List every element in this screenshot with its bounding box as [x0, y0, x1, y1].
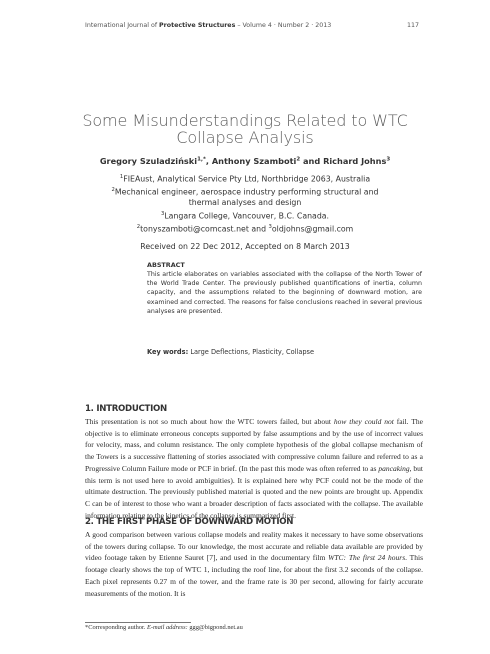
section-heading-introduction: 1. INTRODUCTION: [85, 404, 167, 414]
affil-text: Mechanical engineer, aerospace industry performing structural and: [114, 187, 379, 197]
footnote-text: *Corresponding author.: [85, 624, 147, 631]
journal-citation: [85, 22, 331, 29]
journal-name-prefix: International Journal of: [85, 22, 160, 29]
email-text: tonyszamboti@comcast.net and: [140, 224, 269, 234]
body-text: A good comparison between various collapse models and reality makes it necessary to have some observations of the towers during collapse. To our knowledge, the most accurate and reliable data available are provided by video footage taken by Etienne Sauret [7], and used in the documentary film: [85, 530, 423, 563]
body-italic: WTC: The first 24 hours: [328, 553, 406, 563]
affil-mark: 2: [136, 224, 141, 231]
author-3: Richard Johns: [323, 156, 387, 166]
keywords: [147, 348, 427, 356]
author-separator: and: [300, 156, 324, 166]
affiliation-2: [60, 185, 430, 198]
affiliation-2-cont: thermal analyses and design: [188, 198, 302, 208]
affiliations: [60, 172, 430, 235]
title-line-1: Some Misunderstandings Related to WTC: [82, 111, 408, 130]
received-dates: Received on 22 Dec 2012, Accepted on 8 March 2013: [140, 242, 350, 251]
section-heading-first-phase: 2. THE FIRST PHASE OF DOWNWARD MOTION: [85, 517, 294, 527]
keywords-label: Key words:: [147, 348, 189, 356]
affil-mark: 3: [268, 224, 272, 231]
footnote-divider: [85, 622, 191, 623]
contact-emails: [60, 222, 430, 235]
introduction-paragraph: [85, 416, 423, 521]
body-text: , but this term is not used here to avoid ambiguities). It is explained here why PCF could not be the mode of the ultimate destruction. The previously published material is quoted and the new points are brought up. Appendix C can be of interest to those who want a broader description of facts associated with the collapse. The available information relating to the kinetics of the collapse is summarized first.: [85, 463, 423, 520]
body-text: fail. The objective is to eliminate erroneous concepts supported by false assumptions and by the use of incorrect values for velocity, mass, and column resistance. The only complete hypothesis of the global collapse mechanism of the Towers is a successive flattening of stories associated with compressive column failure and referred to as a Progressive Column Failure mode or PCF in brief. (In the past this mode was often referred to as: [85, 417, 423, 473]
page-number: 117: [406, 22, 419, 29]
journal-name-bold: Protective Structures: [159, 22, 236, 29]
footnote-email: ggg@bigpond.net.au: [187, 624, 243, 631]
title-line-2: Collapse Analysis: [176, 128, 314, 147]
paper-title: [40, 112, 450, 146]
body-italic: pancaking: [378, 463, 410, 473]
author-1: Gregory Szuladziński: [99, 156, 198, 166]
corresponding-author-footnote: [85, 624, 243, 631]
body-italic: how they could not: [333, 417, 394, 426]
journal-volume-info: – Volume 4 · Number 2 · 2013: [235, 22, 332, 29]
author-list: [40, 156, 450, 166]
running-header: [85, 22, 419, 34]
abstract-heading: ABSTRACT: [147, 261, 185, 269]
affiliation-3: [60, 209, 430, 222]
affil-text: FIEAust, Analytical Service Pty Ltd, Northbridge 2063, Australia: [123, 174, 371, 184]
affiliation-1: [60, 172, 430, 185]
author-3-affil-mark: 3: [386, 156, 391, 163]
author-2-affil-mark: 2: [296, 156, 301, 163]
affil-text: Langara College, Vancouver, B.C. Canada.: [164, 211, 330, 221]
affil-mark: 1: [119, 174, 124, 180]
affil-mark: 3: [160, 210, 165, 217]
author-2: Anthony Szamboti: [211, 156, 297, 166]
body-text: This presentation is not so much about how the WTC towers failed, but about: [85, 417, 334, 426]
keywords-value: Large Deflections, Plasticity, Collapse: [188, 348, 315, 356]
email-text: oldjohns@gmail.com: [271, 224, 354, 234]
body-text: . This footage clearly shows the top of WTC 1, including the roof line, for about the first 3.2 seconds of the collapse. Each pixel represents 0.27 m of the tower, and the frame rate is 30 per second, allowing for fairly accurate measurements of the motion. It is: [85, 553, 423, 598]
footnote-email-label: E-mail address:: [146, 624, 188, 631]
first-phase-paragraph: [85, 529, 423, 599]
author-separator: ,: [205, 156, 212, 166]
abstract-text: This article elaborates on variables associated with the collapse of the North Tower of the World Trade Center. The previously published quantifications of inertia, column capacity, and the assumptions related to the beginning of downward motion, are examined and corrected. The reasons for false conclusions reached in several previous analyses are presented.: [147, 271, 422, 315]
author-1-affil-mark: 1,*: [197, 156, 206, 163]
affil-mark: 2: [111, 187, 115, 194]
